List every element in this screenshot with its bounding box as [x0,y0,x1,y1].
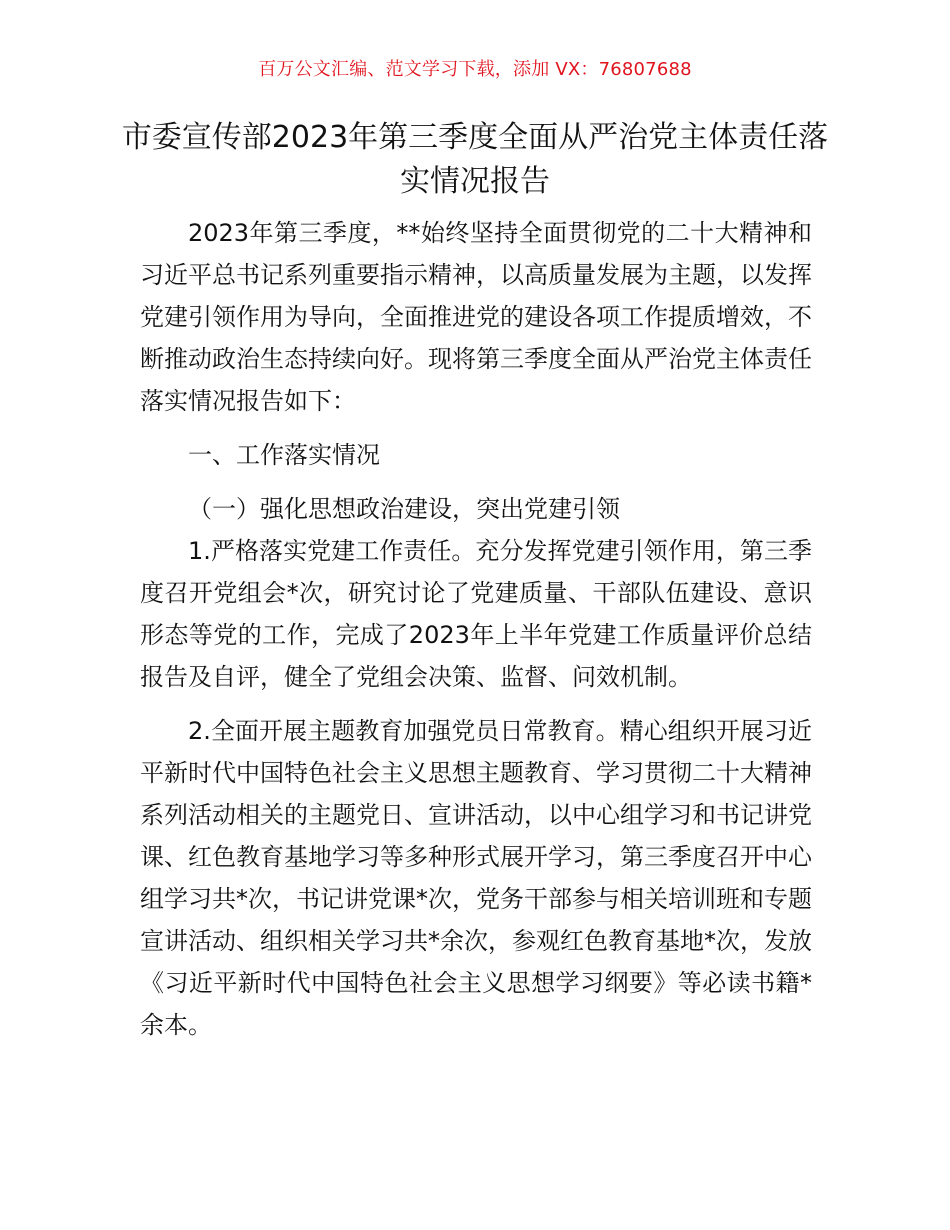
watermark-banner: 百万公文汇编、范文学习下载，添加 VX：76807688 [258,59,692,80]
document-title: 市委宣传部2023年第三季度全面从严治党主体责任落实情况报告 [121,120,829,199]
item-paragraph-1: 1.严格落实党建工作责任。充分发挥党建引领作用，第三季度召开党组会*次，研究讨论了党建质量、干部队伍建设、意识形态等党的工作，完成了2023年上半年党建工作质量评价总结报告及自评，健全了党组会决策、监督、问效机制。 [140,537,812,691]
subsection-heading: （一）强化思想政治建设，突出党建引领 [188,495,620,523]
intro-paragraph: 2023年第三季度，**始终坚持全面贯彻党的二十大精神和习近平总书记系列重要指示精神，以高质量发展为主题，以发挥党建引领作用为导向，全面推进党的建设各项工作提质增效，不断推动政治生态持续向好。现将第三季度全面从严治党主体责任落实情况报告如下： [140,219,812,415]
item-paragraph-2: 2.全面开展主题教育加强党员日常教育。精心组织开展习近平新时代中国特色社会主义思想主题教育、学习贯彻二十大精神系列活动相关的主题党日、宣讲活动，以中心组学习和书记讲党课、红色教育基地学习等多种形式展开学习，第三季度召开中心组学习共*次，书记讲党课*次，党务干部参与相关培训班和专题宣讲活动、组织相关学习共*余次，参观红色教育基地*次，发放《习近平新时代中国特色社会主义思想学习纲要》等必读书籍*余本。 [140,717,812,1039]
section-heading: 一、工作落实情况 [188,441,380,469]
document-body [140,212,812,1046]
